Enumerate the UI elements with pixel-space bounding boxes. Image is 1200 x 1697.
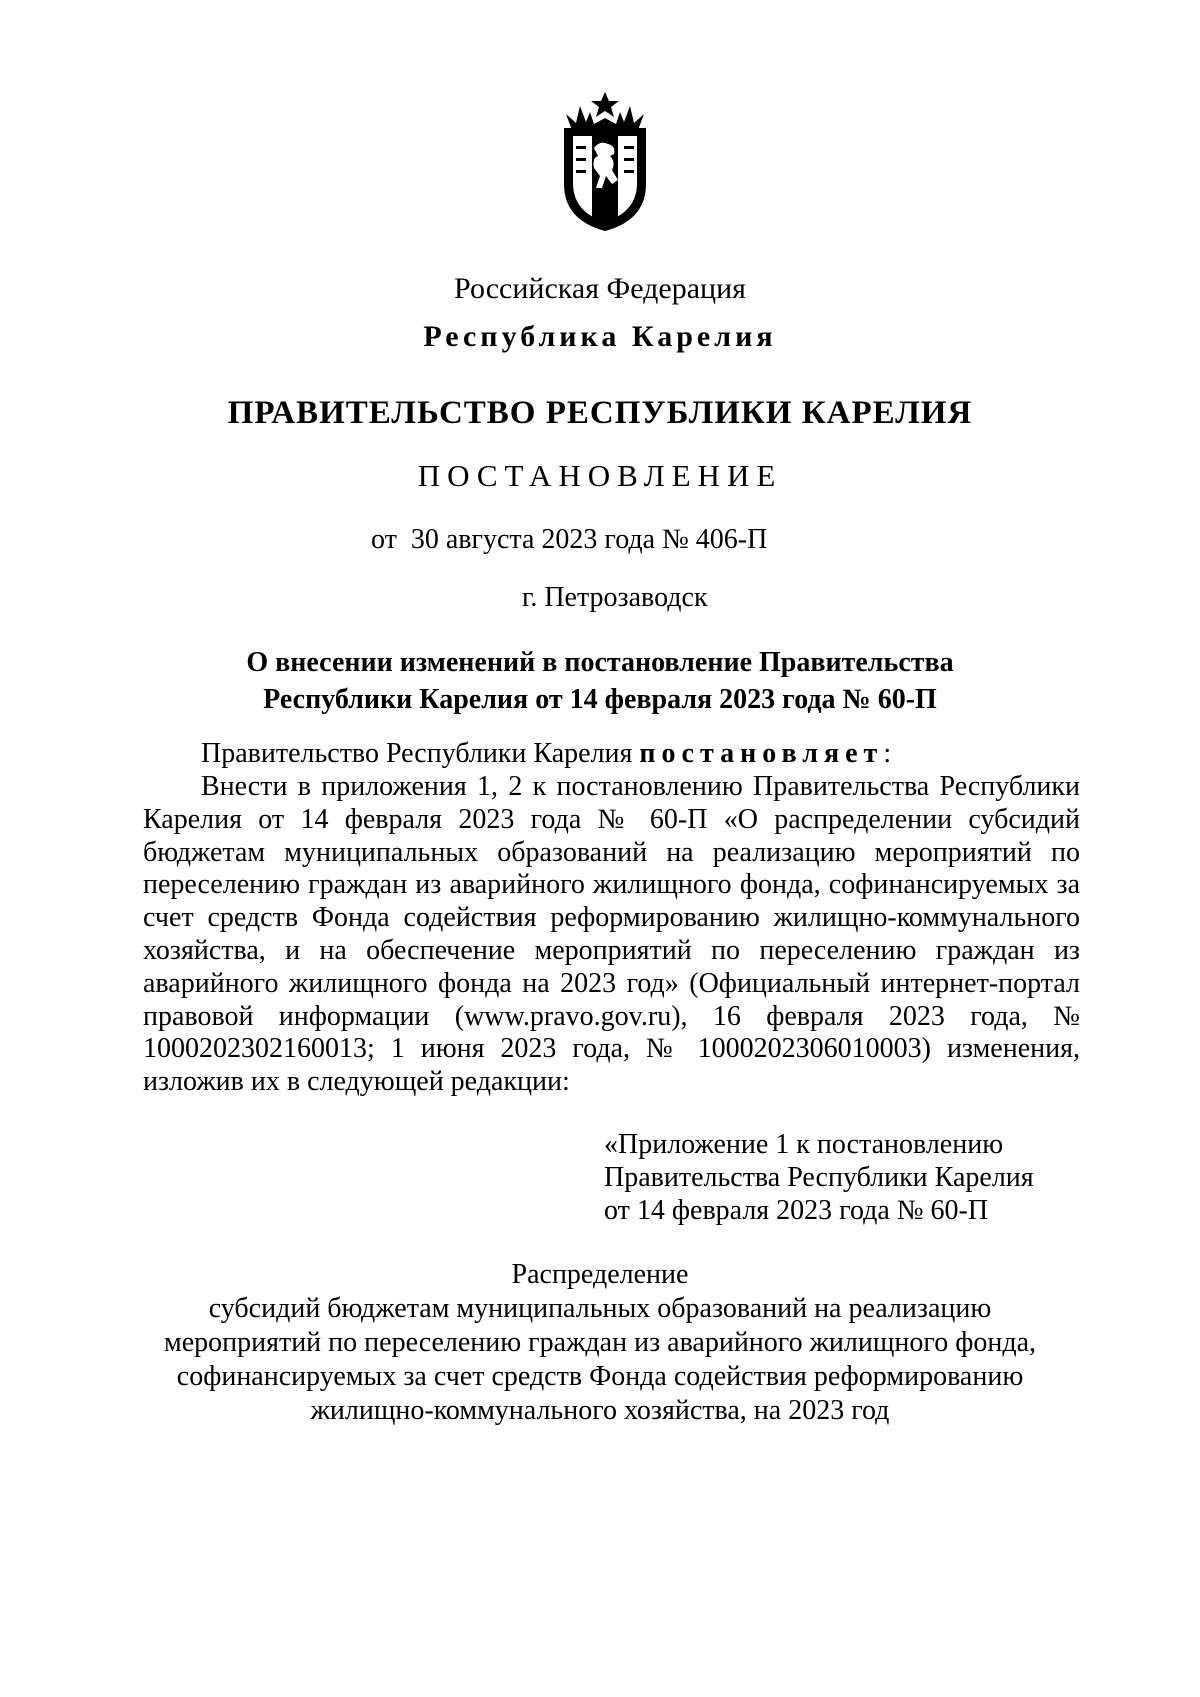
document-date-number: от 30 августа 2023 года № 406-П bbox=[371, 524, 768, 555]
appendix-line-3: от 14 февраля 2023 года № 60-П bbox=[604, 1195, 989, 1226]
republic-heading: Республика Карелия bbox=[423, 320, 777, 353]
document-city: г. Петрозаводск bbox=[522, 582, 708, 613]
karelia-coat-of-arms-icon bbox=[556, 92, 654, 232]
preamble-colon: : bbox=[883, 738, 892, 769]
distribution-line-2: мероприятий по переселению граждан из аварийного жилищного фонда, bbox=[163, 1327, 1037, 1358]
country-heading: Российская Федерация bbox=[454, 272, 746, 305]
government-heading: ПРАВИТЕЛЬСТВО РЕСПУБЛИКИ КАРЕЛИЯ bbox=[227, 395, 973, 431]
appendix-line-1: «Приложение 1 к постановлению bbox=[604, 1129, 1004, 1160]
document-subject bbox=[0, 644, 1200, 718]
distribution-heading bbox=[0, 1258, 1200, 1428]
preamble-text: Правительство Республики Карелия bbox=[201, 738, 640, 769]
document-type-heading: ПОСТАНОВЛЕНИЕ bbox=[417, 458, 783, 493]
body-paragraph: Внести в приложения 1, 2 к постановлению Правительства Республики Карелия от 14 февраля 2023 года № 60-П «О распределении субсидий бюджетам муниципальных образований на реализацию мероприятий по переселению граждан из аварийного жилищного фонда, софинансируемых за счет средств Фонда содействия реформированию жилищно-коммунального хозяйства, и на обеспечение мероприятий по переселению граждан из аварийного жилищного фонда на 2023 год» (Официальный интернет-портал правовой информации (www.pravo.gov.ru), 16 февраля 2023 года, № 1000202302160013; 1 июня 2023 года, № 1000202306010003) изменения, изложив их в следующей редакции: bbox=[143, 771, 1080, 1098]
distribution-line-1: субсидий бюджетам муниципальных образований на реализацию bbox=[208, 1293, 992, 1324]
distribution-line-4: жилищно-коммунального хозяйства, на 2023 год bbox=[310, 1395, 890, 1426]
appendix-reference bbox=[604, 1128, 1034, 1227]
preamble-verb: постановляет bbox=[639, 738, 884, 769]
distribution-line-3: софинансируемых за счет средств Фонда содействия реформированию bbox=[176, 1361, 1024, 1392]
subject-line-2: Республики Карелия от 14 февраля 2023 года № 60-П bbox=[263, 684, 937, 715]
appendix-line-2: Правительства Республики Карелия bbox=[604, 1162, 1034, 1193]
distribution-title: Распределение bbox=[511, 1259, 689, 1290]
preamble-paragraph bbox=[143, 738, 1080, 771]
subject-line-1: О внесении изменений в постановление Правительства bbox=[246, 647, 954, 678]
